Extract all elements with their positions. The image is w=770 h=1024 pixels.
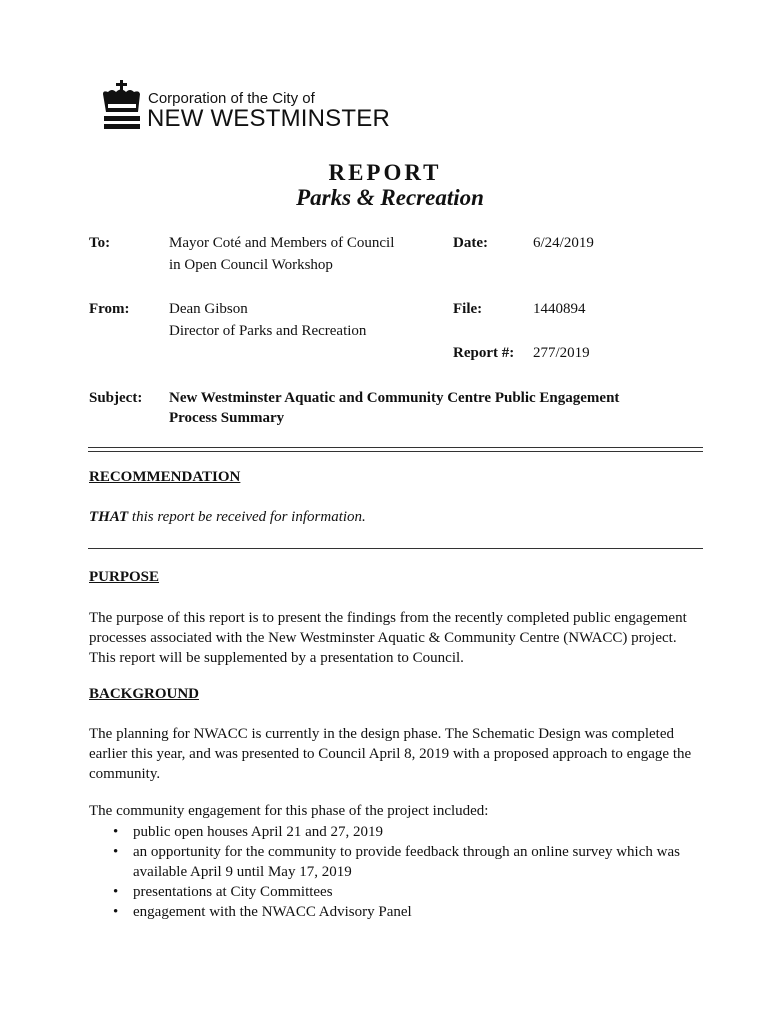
date-value: 6/24/2019 xyxy=(533,235,594,251)
date-label: Date: xyxy=(453,235,488,251)
recommendation-text xyxy=(89,507,366,528)
purpose-heading: PURPOSE xyxy=(89,569,160,585)
file-label: File: xyxy=(453,301,483,317)
background-heading: BACKGROUND xyxy=(89,686,200,702)
from-title: Director of Parks and Recreation xyxy=(169,323,367,339)
subject-line-1: New Westminster Aquatic and Community Centre Public Engagement xyxy=(169,390,620,406)
recommendation-that: THAT xyxy=(89,509,129,525)
background-paragraph-2: The community engagement for this phase of the project included: xyxy=(89,803,489,819)
engagement-list xyxy=(89,822,701,922)
subject-label: Subject: xyxy=(89,390,143,406)
report-number-value: 277/2019 xyxy=(533,345,590,361)
background-paragraph-1: The planning for NWACC is currently in the design phase. The Schematic Design was completed earlier this year, and was presented to Council April 8, 2019 with a proposed approach to engage the community. xyxy=(89,726,692,782)
crown-icon xyxy=(100,80,144,136)
subject-line-2: Process Summary xyxy=(169,410,285,426)
file-value: 1440894 xyxy=(533,301,586,317)
list-item: • an opportunity for the community to provide feedback through an online survey which was available April 9 until May 17, 2019 xyxy=(89,842,701,882)
recommendation-heading: RECOMMENDATION xyxy=(89,469,241,485)
logo-line-city-name: NEW WESTMINSTER xyxy=(147,105,390,132)
list-item: • public open houses April 21 and 27, 2019 xyxy=(89,822,701,842)
city-logo xyxy=(100,80,390,136)
list-item: • engagement with the NWACC Advisory Panel xyxy=(89,902,701,922)
header-divider xyxy=(88,447,703,452)
report-title: REPORT xyxy=(328,160,442,185)
to-label: To: xyxy=(89,235,111,251)
recommendation-body: this report be received for information. xyxy=(128,509,366,525)
from-label: From: xyxy=(89,301,130,317)
purpose-paragraph: The purpose of this report is to present the findings from the recently completed public engagement processes associated with the New Westminster Aquatic & Community Centre (NWACC) project. This report will be supplemented by a presentation to Council. xyxy=(89,610,687,666)
report-department: Parks & Recreation xyxy=(296,185,484,210)
to-recipient: Mayor Coté and Members of Council xyxy=(169,235,395,251)
list-item: • presentations at City Committees xyxy=(89,882,701,902)
logo-line-corporation: Corporation of the City of xyxy=(148,90,315,107)
to-recipient-detail: in Open Council Workshop xyxy=(169,257,333,273)
from-name: Dean Gibson xyxy=(169,301,248,317)
recommendation-divider xyxy=(88,548,703,549)
report-number-label: Report #: xyxy=(453,345,515,361)
